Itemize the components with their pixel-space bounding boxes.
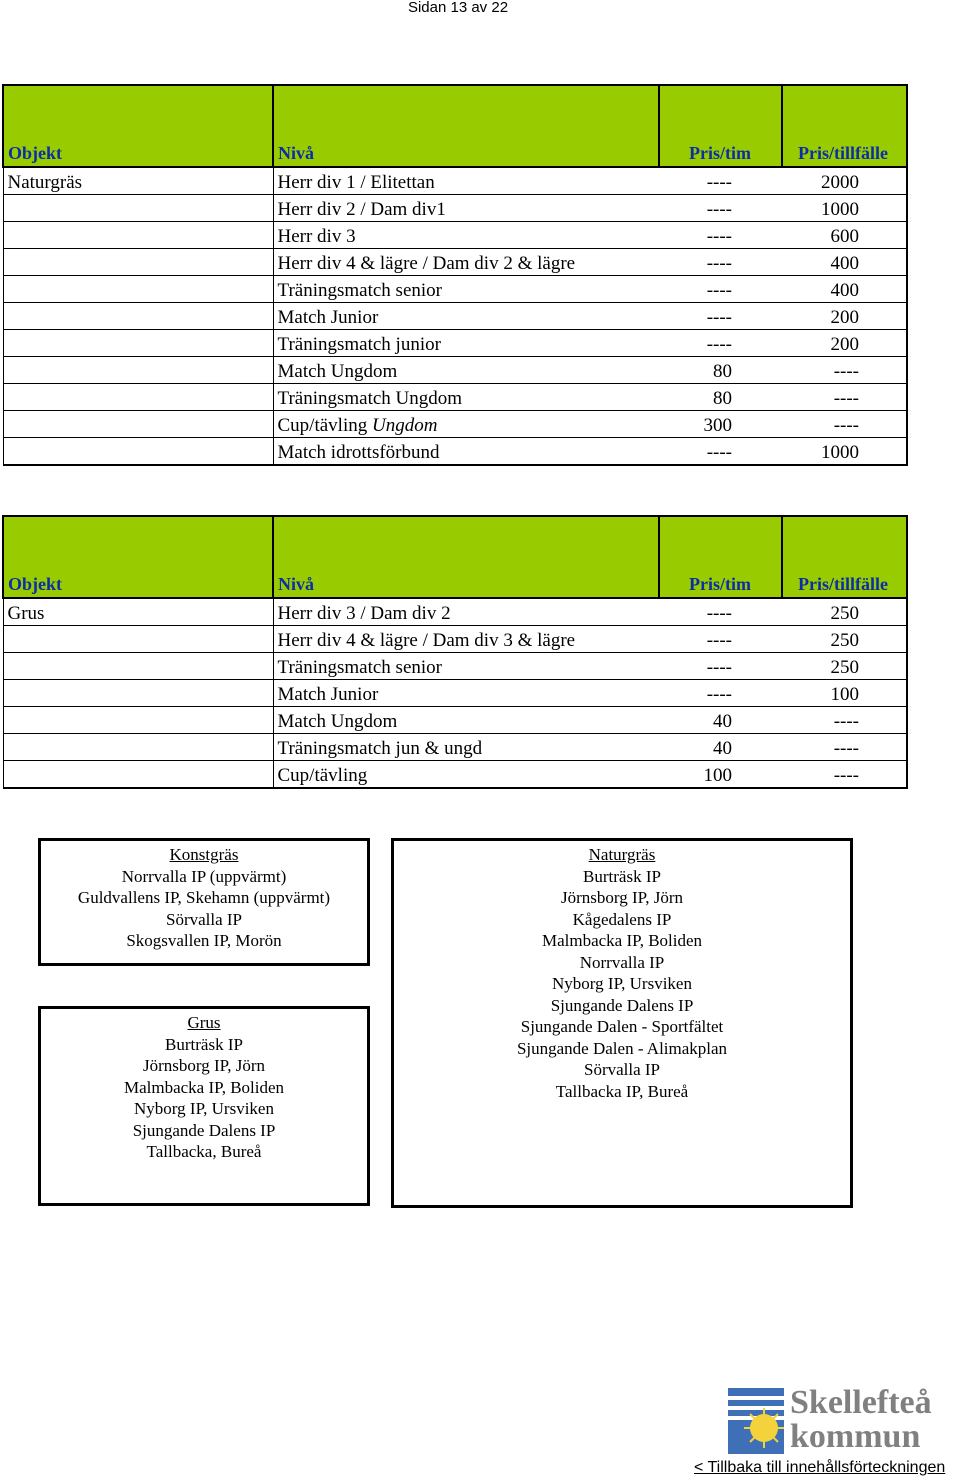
cell-pris-tim [659,411,782,438]
cell-pris-tim-text: ---- [706,657,732,678]
cell-objekt [3,626,273,653]
price-table-grus [2,515,908,789]
cell-pris-tim-text: ---- [706,684,732,705]
cell-objekt [3,357,273,384]
cell-pris-tim [659,438,782,466]
cell-niva [273,653,659,680]
logo-line-1: Skellefteå [790,1384,932,1421]
cell-niva-text: Träningsmatch jun & ungd [277,738,483,759]
cell-niva [273,438,659,466]
cell-pris-tillfalle-text: 2000 [821,172,859,193]
venue-item: Guldvallens IP, Skehamn (uppvärmt) [77,888,331,907]
cell-pris-tillfalle-text: 1000 [821,199,859,220]
cell-niva-text: Herr div 1 / Elitettan [277,172,435,193]
header-niva: Nivå [273,516,659,598]
venue-item: Sjungande Dalens IP [132,1120,276,1140]
cell-pris-tim-text: 80 [713,388,732,409]
cell-pris-tillfalle [782,249,907,276]
cell-pris-tim [659,330,782,357]
cell-pris-tim [659,195,782,222]
cell-pris-tillfalle [782,222,907,249]
cell-pris-tillfalle-text: 400 [830,253,859,274]
venue-item: Burträsk IP [165,1034,243,1054]
cell-pris-tillfalle-text: ---- [833,388,859,409]
cell-objekt-text: Naturgräs [7,172,83,193]
cell-niva [273,626,659,653]
venue-item: Jörnsborg IP, Jörn [142,1056,265,1075]
cell-pris-tim-text: ---- [706,603,732,624]
cell-pris-tim [659,303,782,330]
cell-pris-tim [659,167,782,195]
cell-pris-tim-text: 40 [713,738,732,759]
venue-item: Kågedalens IP [572,909,672,929]
cell-objekt [3,384,273,411]
table-row [3,195,907,222]
header-pris-tim: Pris/tim [659,85,782,167]
cell-pris-tim-text: ---- [706,442,732,463]
cell-niva [273,276,659,303]
cell-niva-text: Träningsmatch Ungdom [277,388,463,409]
cell-objekt [3,249,273,276]
venue-box-title: Konstgräs [169,845,239,864]
cell-pris-tillfalle [782,653,907,680]
cell-pris-tillfalle [782,384,907,411]
cell-pris-tillfalle [782,276,907,303]
venue-item: Malmbacka IP, Boliden [123,1077,285,1097]
cell-pris-tim [659,761,782,789]
venue-item: Burträsk IP [583,866,661,886]
cell-niva-text: Herr div 4 & lägre / Dam div 3 & lägre [277,630,576,651]
cell-niva [273,330,659,357]
page-number: Sidan 13 av 22 [407,0,509,16]
cell-pris-tillfalle [782,195,907,222]
cell-pris-tim-text: ---- [706,630,732,651]
table-row [3,626,907,653]
header-pris-tillfalle: Pris/tillfälle [782,85,907,167]
cell-pris-tillfalle-text: 600 [830,226,859,247]
venue-box-title: Grus [187,1013,221,1032]
cell-objekt [3,167,273,195]
cell-pris-tim-text: ---- [706,307,732,328]
venue-item: Tallbacka, Bureå [146,1142,262,1161]
cell-niva-text: Cup/tävling [277,765,368,786]
cell-pris-tim-text: 40 [713,711,732,732]
cell-niva-italic-text: Ungdom [371,415,438,436]
cell-pris-tillfalle-text: 1000 [821,442,859,463]
cell-pris-tim [659,384,782,411]
cell-pris-tim [659,598,782,626]
cell-pris-tim [659,707,782,734]
header-pris-tillfalle: Pris/tillfälle [782,516,907,598]
cell-pris-tim-text: ---- [706,172,732,193]
venue-box-naturgras [391,838,853,1208]
cell-niva-text: Träningsmatch senior [277,657,442,678]
venue-item: Jörnsborg IP, Jörn [560,888,683,907]
venue-box-konstgras [38,838,370,966]
cell-objekt [3,653,273,680]
cell-objekt [3,734,273,761]
cell-objekt [3,707,273,734]
cell-pris-tillfalle-text: 250 [830,630,859,651]
coat-of-arms-icon [726,1386,786,1456]
cell-pris-tillfalle-text: 100 [830,684,859,705]
venue-item: Sörvalla IP [583,1060,661,1079]
cell-niva [273,707,659,734]
cell-pris-tim-text: 80 [713,361,732,382]
cell-pris-tim [659,249,782,276]
cell-pris-tim-text: ---- [706,253,732,274]
cell-pris-tim [659,357,782,384]
cell-niva [273,222,659,249]
cell-pris-tillfalle [782,438,907,466]
cell-pris-tim [659,680,782,707]
table-row [3,249,907,276]
venue-item: Nyborg IP, Ursviken [134,1099,274,1118]
cell-niva-text: Herr div 3 / Dam div 2 [277,603,451,624]
cell-pris-tim [659,734,782,761]
venue-item: Malmbacka IP, Boliden [541,931,703,950]
header-niva: Nivå [273,85,659,167]
venue-item: Sjungande Dalen - Alimakplan [516,1038,728,1058]
cell-pris-tillfalle-text: ---- [833,765,859,786]
venue-item: Sjungande Dalen - Sportfältet [520,1017,724,1036]
venue-item: Norrvalla IP (uppvärmt) [121,866,287,886]
cell-pris-tillfalle [782,734,907,761]
cell-pris-tillfalle-text: 400 [830,280,859,301]
logo-line-2: kommun [790,1418,921,1455]
cell-niva [273,761,659,789]
cell-objekt [3,761,273,789]
cell-objekt [3,598,273,626]
cell-pris-tillfalle [782,707,907,734]
cell-pris-tim [659,276,782,303]
cell-pris-tillfalle [782,357,907,384]
cell-niva [273,411,659,438]
cell-niva-text: Match idrottsförbund [277,442,440,463]
cell-pris-tim-text: ---- [706,280,732,301]
cell-objekt [3,438,273,466]
cell-pris-tim-text: 100 [703,765,732,786]
cell-pris-tillfalle [782,330,907,357]
cell-pris-tim [659,626,782,653]
cell-pris-tim-text: ---- [706,334,732,355]
table-row [3,330,907,357]
table-row [3,680,907,707]
cell-niva-text: Träningsmatch senior [277,280,442,301]
cell-pris-tillfalle [782,167,907,195]
cell-niva-text: Träningsmatch junior [277,334,441,355]
table-row [3,734,907,761]
venue-item: Sörvalla IP [165,909,243,929]
cell-pris-tim-text: ---- [706,226,732,247]
cell-pris-tillfalle-text: ---- [833,711,859,732]
table-row [3,438,907,466]
cell-niva [273,357,659,384]
cell-objekt [3,680,273,707]
table-row [3,303,907,330]
cell-niva [273,303,659,330]
table-row [3,653,907,680]
table-row [3,707,907,734]
cell-pris-tillfalle [782,411,907,438]
header-objekt: Objekt [3,516,273,598]
logo-text [790,1386,932,1454]
cell-niva-text: Cup/tävling [277,415,368,436]
cell-pris-tillfalle-text: 200 [830,307,859,328]
table-row [3,384,907,411]
cell-niva-text: Match Junior [277,684,379,705]
table-row [3,761,907,789]
cell-objekt-text: Grus [7,603,45,624]
table-row [3,276,907,303]
cell-niva [273,384,659,411]
table-header-row [3,516,907,598]
cell-niva-text: Herr div 3 [277,226,356,247]
cell-pris-tillfalle [782,626,907,653]
cell-pris-tillfalle-text: ---- [833,738,859,759]
table-row [3,167,907,195]
cell-pris-tillfalle-text: ---- [833,415,859,436]
cell-objekt [3,411,273,438]
venue-item: Sjungande Dalens IP [550,995,694,1015]
cell-objekt [3,276,273,303]
cell-objekt [3,222,273,249]
cell-objekt [3,303,273,330]
cell-niva [273,167,659,195]
cell-niva-text: Match Ungdom [277,361,398,382]
cell-pris-tillfalle [782,761,907,789]
cell-niva-text: Herr div 2 / Dam div1 [277,199,446,220]
cell-pris-tim [659,653,782,680]
venue-box-grus [38,1006,370,1206]
header-pris-tim: Pris/tim [659,516,782,598]
header-objekt: Objekt [3,85,273,167]
table-row [3,357,907,384]
cell-niva [273,195,659,222]
cell-pris-tillfalle [782,598,907,626]
venue-box-title: Naturgräs [588,845,656,864]
table-row [3,598,907,626]
cell-niva-text: Herr div 4 & lägre / Dam div 2 & lägre [277,253,576,274]
cell-pris-tim [659,222,782,249]
venue-item: Norrvalla IP [579,952,665,972]
cell-pris-tim-text: ---- [706,199,732,220]
table-row [3,222,907,249]
cell-objekt [3,330,273,357]
cell-objekt [3,195,273,222]
cell-pris-tillfalle-text: ---- [833,361,859,382]
cell-pris-tillfalle-text: 200 [830,334,859,355]
table-row [3,411,907,438]
venue-item: Nyborg IP, Ursviken [552,974,692,993]
skelleftea-kommun-logo [726,1386,952,1458]
cell-pris-tim-text: 300 [703,415,732,436]
cell-niva [273,680,659,707]
cell-pris-tillfalle-text: 250 [830,603,859,624]
cell-niva [273,249,659,276]
venue-item: Tallbacka IP, Bureå [555,1081,689,1101]
cell-pris-tillfalle-text: 250 [830,657,859,678]
cell-pris-tillfalle [782,303,907,330]
cell-niva-text: Match Ungdom [277,711,398,732]
cell-niva [273,734,659,761]
table-header-row [3,85,907,167]
price-table-naturgras [2,84,908,466]
cell-pris-tillfalle [782,680,907,707]
cell-niva-text: Match Junior [277,307,379,328]
back-to-toc-link[interactable]: < Tillbaka till innehållsförteckningen [694,1459,946,1476]
cell-niva [273,598,659,626]
venue-item: Skogsvallen IP, Morön [126,931,282,950]
